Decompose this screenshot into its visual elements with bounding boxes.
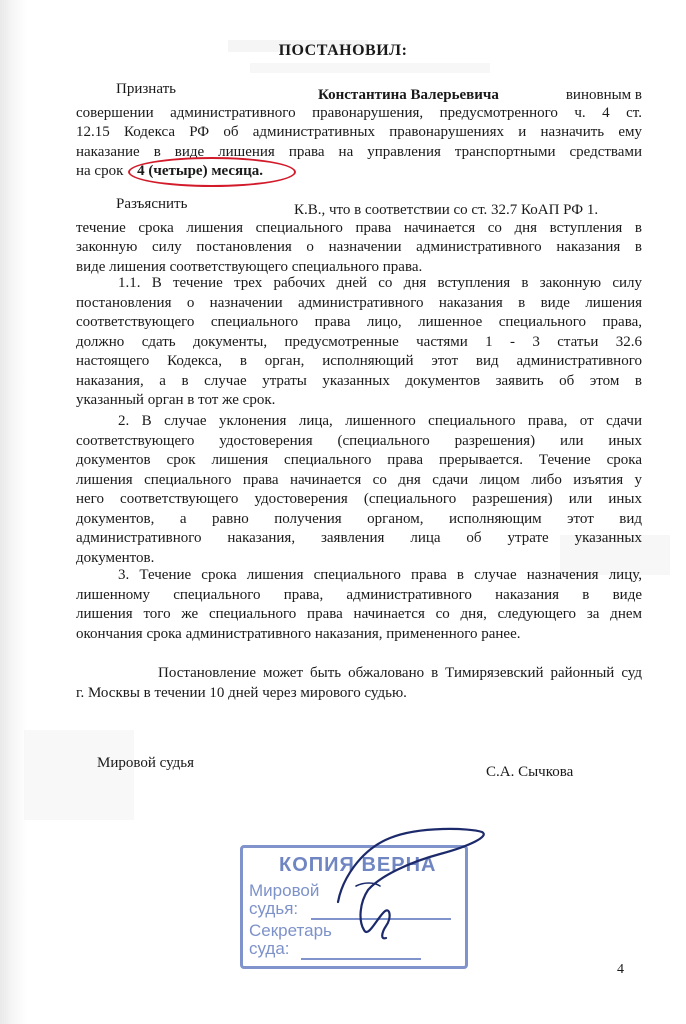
text-line: Постановление может быть обжаловано в Тимирязевский районный суд xyxy=(158,665,642,681)
paragraph-explanation xyxy=(76,195,642,277)
paragraph-clause-2 xyxy=(76,412,642,568)
paragraph-clause-3 xyxy=(76,566,642,644)
explanation-initials: К.В., что в соответствии со ст. 32.7 КоАП РФ 1. xyxy=(294,202,599,218)
stamp-line-judge: Мировой xyxy=(249,881,320,900)
explanation-lead: Разъяснить xyxy=(116,196,188,212)
text-line: 1.1. В течение трех рабочих дней со дня вступления в законную силу xyxy=(118,275,642,291)
handwritten-signature xyxy=(320,820,500,950)
text-line: соответствующего удостоверения (специального разрешения) или иных xyxy=(76,432,642,449)
text-line: документов срок лишения специального права прерывается. Течение срока xyxy=(76,452,642,468)
text-line: должно сдать документы, предусмотренные частями 1 - 3 статьи 32.6 xyxy=(76,333,642,350)
text-line: окончания срока административного наказания, примененного ранее. xyxy=(76,625,521,642)
defendant-name: Константина Валерьевича xyxy=(318,87,499,103)
stamp-line-judge-label: судья: xyxy=(249,899,299,918)
paragraph-clause-1-1 xyxy=(76,274,642,411)
text-line: лишенному специального права, административного наказания в виде xyxy=(76,586,642,603)
verdict-after-name: виновным в xyxy=(565,87,642,103)
text-line: документов, а равно получения органом, исполняющим этот вид xyxy=(76,510,642,527)
stamp-line-court-label: суда: xyxy=(249,939,290,958)
text-line: законную силу постановления о назначении административного наказания в xyxy=(76,239,642,255)
term-prefix: на срок xyxy=(76,163,124,179)
stamp-line-secretary: Секретарь xyxy=(249,921,332,940)
judge-name: С.А. Сычкова xyxy=(486,764,574,780)
text-line: постановления о назначении административного наказания в виде лишения xyxy=(76,294,642,311)
text-line: 2. В случае уклонения лица, лишенного специального права, от сдачи xyxy=(118,413,642,429)
text-line: лишения специального права начинается со дня сдачи лицом либо изъятия у xyxy=(76,471,642,488)
verdict-lead: Признать xyxy=(116,81,176,97)
text-line: него соответствующего удостоверения (специального разрешения) или иных xyxy=(76,491,642,507)
judge-title: Мировой судья xyxy=(97,755,195,771)
penalty-term: 4 (четыре) месяца. xyxy=(137,163,264,179)
document-heading: ПОСТАНОВИЛ: xyxy=(278,42,408,59)
stamp-rule xyxy=(301,958,421,960)
stamp-title: КОПИЯ ВЕРНА xyxy=(279,854,437,876)
highlight-oval xyxy=(128,157,296,187)
text-line: документов. xyxy=(76,549,155,566)
page-number: 4 xyxy=(617,962,624,977)
text-line: 3. Течение срока лишения специального права в случае назначения лицу, xyxy=(118,567,642,583)
text-line: настоящего Кодекса, в орган, исполняющий этот вид административного xyxy=(76,353,642,369)
text-line: административного наказания, заявления лица об утрате указанных xyxy=(76,530,642,546)
text-line: указанный орган в тот же срок. xyxy=(76,392,276,408)
bleed-through-shadow xyxy=(250,63,490,73)
text-line: течение срока лишения специального права начинается со дня вступления в xyxy=(76,219,642,236)
text-line: г. Москвы в течении 10 дней через мирового судью. xyxy=(76,684,407,701)
paragraph-appeal xyxy=(76,664,642,703)
text-line: виде лишения соответствующего специального права. xyxy=(76,258,423,275)
text-line: наказание в виде лишения права на управления транспортными средствами xyxy=(76,143,642,160)
text-line: наказания, а в случае утраты указанных документов заявить об этом в xyxy=(76,372,642,389)
text-line: 12.15 Кодекса РФ об административных правонарушениях и назначить ему xyxy=(76,124,642,140)
text-line: лишения того же специального права начинается со дня, следующего за днем xyxy=(76,606,642,622)
text-line: соответствующего специального права лицо, лишенное специального права, xyxy=(76,314,642,330)
text-line: совершении административного правонарушения, предусмотренного ч. 4 ст. xyxy=(76,104,642,121)
bleed-through-shadow xyxy=(24,730,134,820)
